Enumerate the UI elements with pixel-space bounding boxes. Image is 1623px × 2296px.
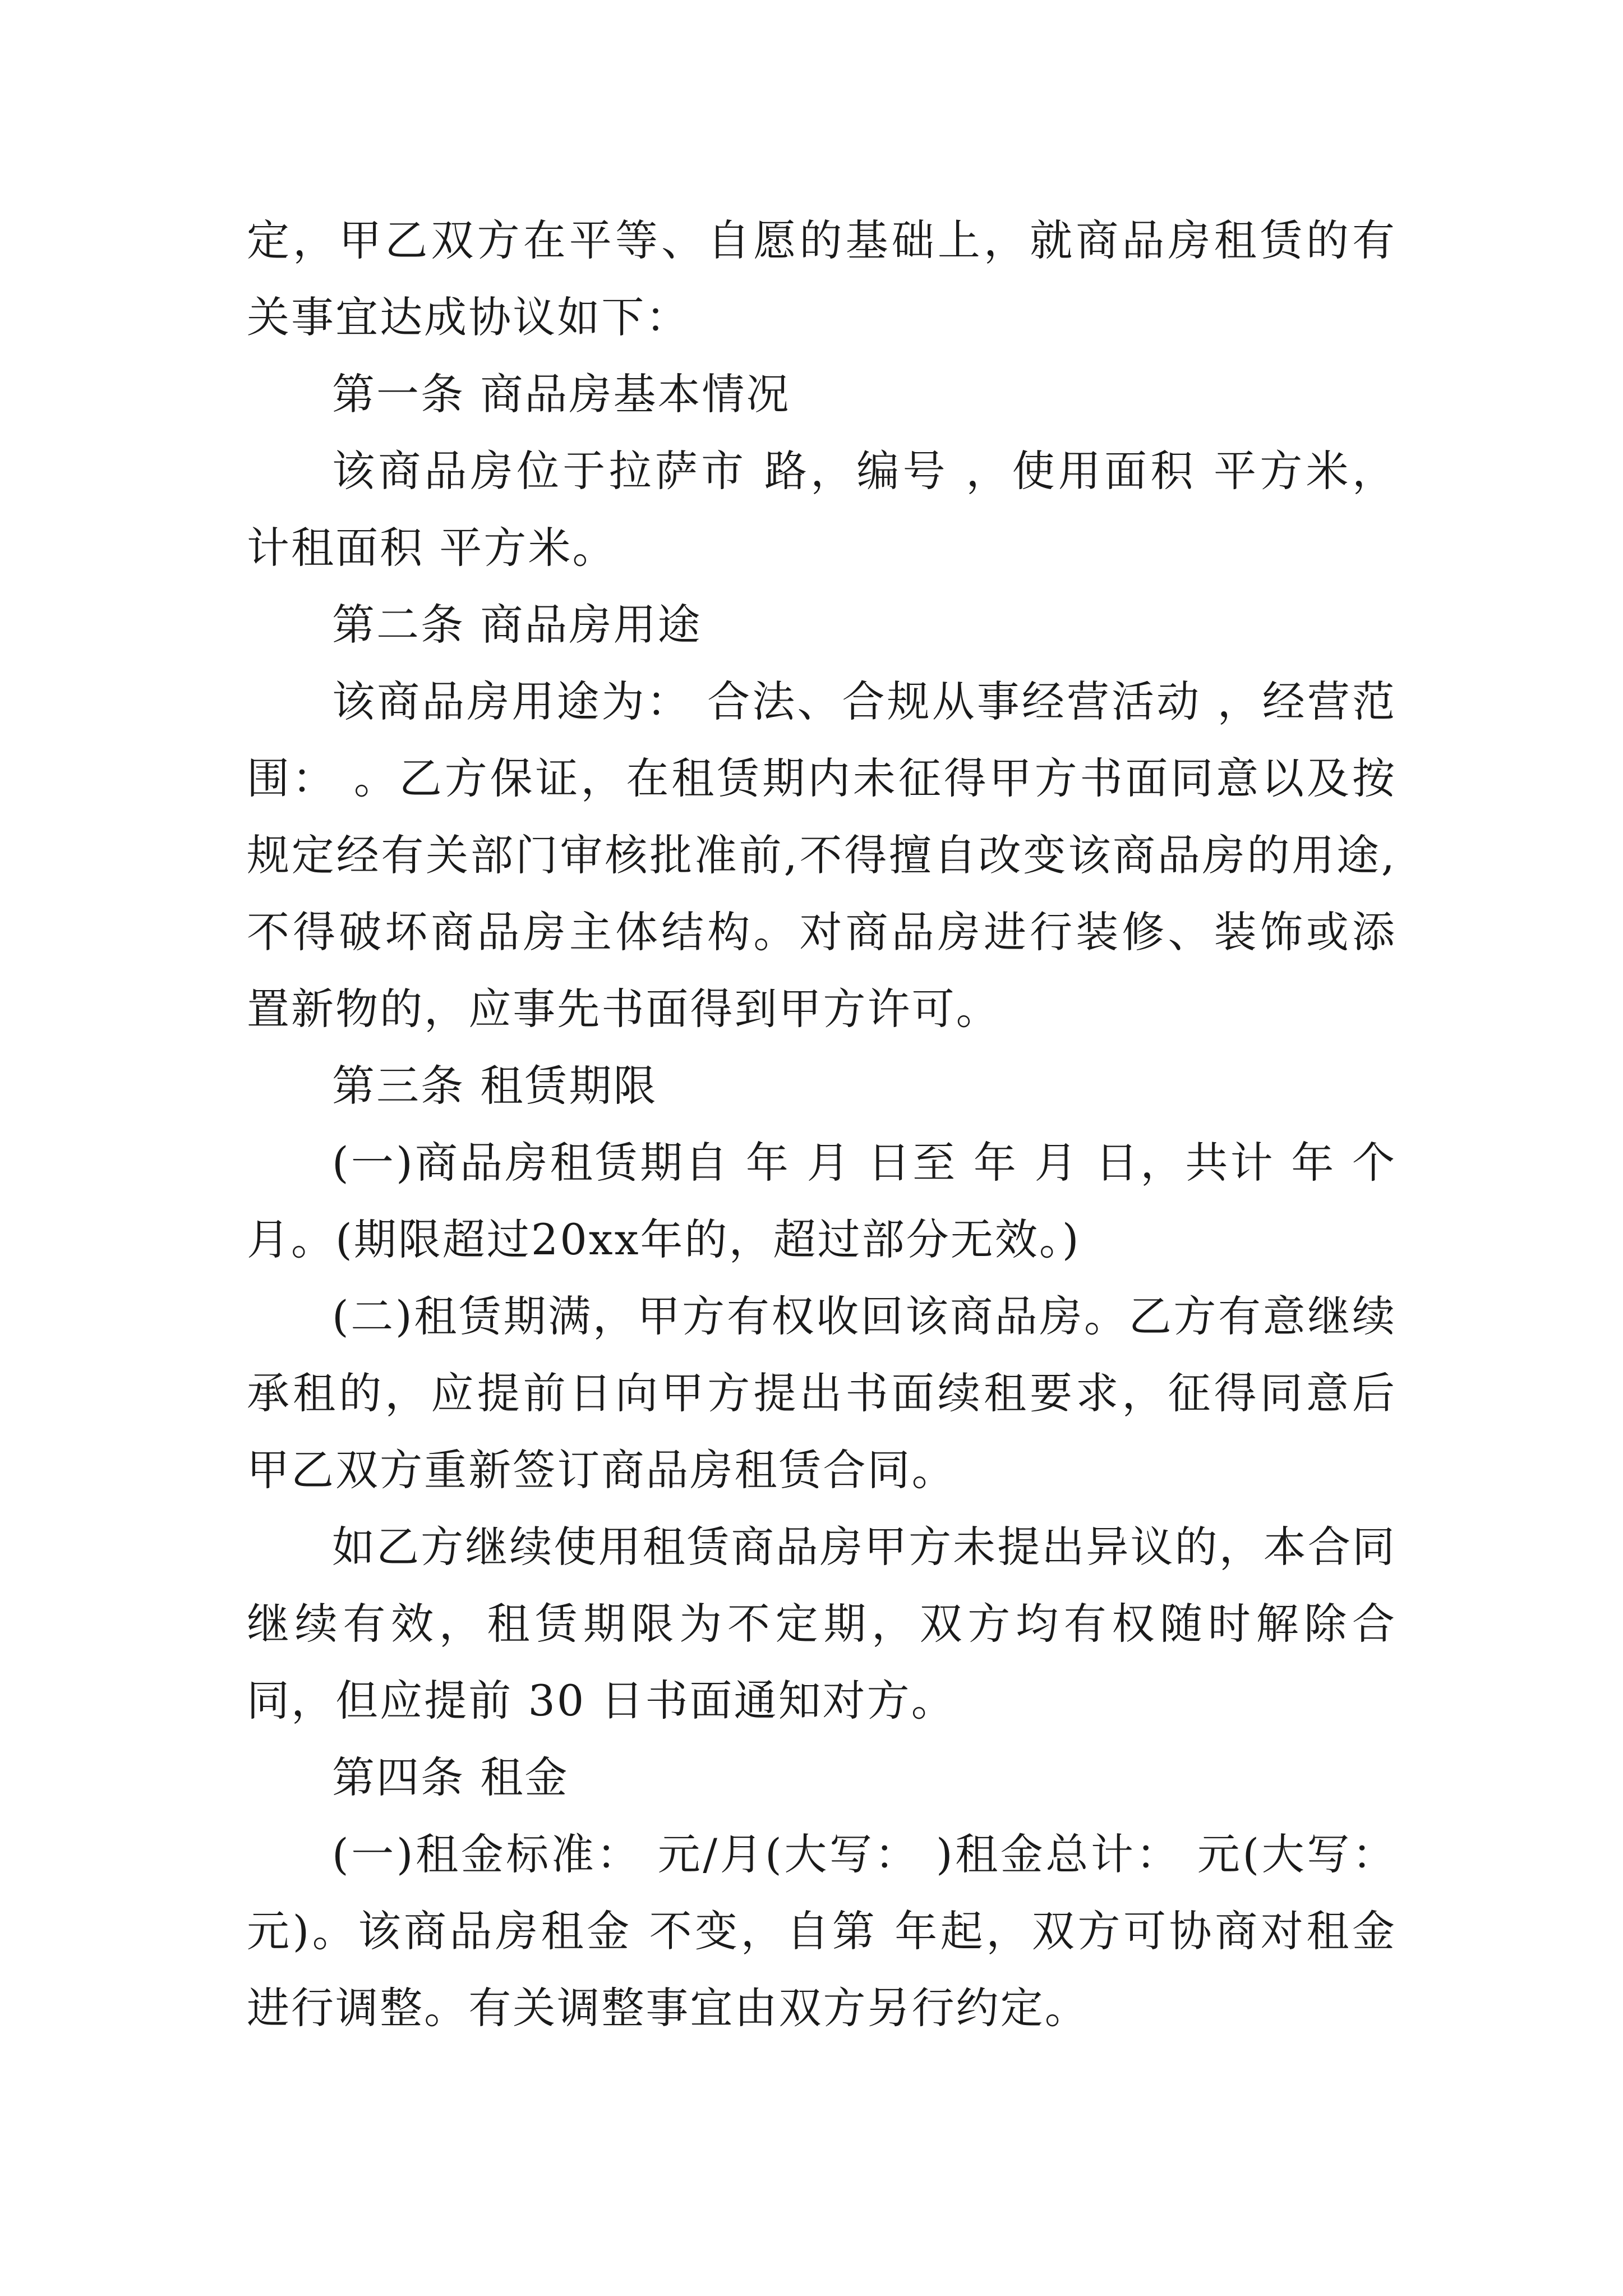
article-3-clause-1: (一)商品房租赁期自 年 月 日至 年 月 日，共计 年 个月。(期限超过20xx年的，超过部分无效。) — [247, 1138, 1396, 1264]
document-page — [247, 202, 1396, 2046]
article-3-clause-3: 如乙方继续使用租赁商品房甲方未提出异议的，本合同继续有效，租赁期限为不定期，双方均有权随时解除合同，但应提前 30 日书面通知对方。 — [247, 1522, 1396, 1726]
article-2-heading: 第二条 商品房用途 — [332, 600, 702, 650]
article-3-heading: 第三条 租赁期限 — [332, 1061, 658, 1111]
article-4-clause-1: (一)租金标准： 元/月(大写： )租金总计： 元(大写：元)。该商品房租金 不变，自第 年起，双方可协商对租金进行调整。有关调整事宜由双方另行约定。 — [247, 1829, 1396, 2033]
intro-paragraph: 定，甲乙双方在平等、自愿的基础上，就商品房租赁的有关事宜达成协议如下： — [247, 215, 1396, 342]
article-1-body: 该商品房位于拉萨市 路，编号 ，使用面积 平方米，计租面积 平方米。 — [247, 446, 1396, 573]
article-1-heading: 第一条 商品房基本情况 — [332, 369, 791, 419]
article-3-clause-2: (二)租赁期满，甲方有权收回该商品房。乙方有意继续承租的，应提前日向甲方提出书面续租要求，征得同意后甲乙双方重新签订商品房租赁合同。 — [247, 1291, 1396, 1495]
article-2-body: 该商品房用途为： 合法、合规从事经营活动 ，经营范围： 。乙方保证，在租赁期内未征得甲方书面同意以及按规定经有关部门审核批准前,不得擅自改变该商品房的用途,不得破坏商品房主体结构。对商品房进行装修、装饰或添置新物的，应事先书面得到甲方许可。 — [247, 677, 1396, 1034]
article-4-heading: 第四条 租金 — [332, 1752, 569, 1802]
